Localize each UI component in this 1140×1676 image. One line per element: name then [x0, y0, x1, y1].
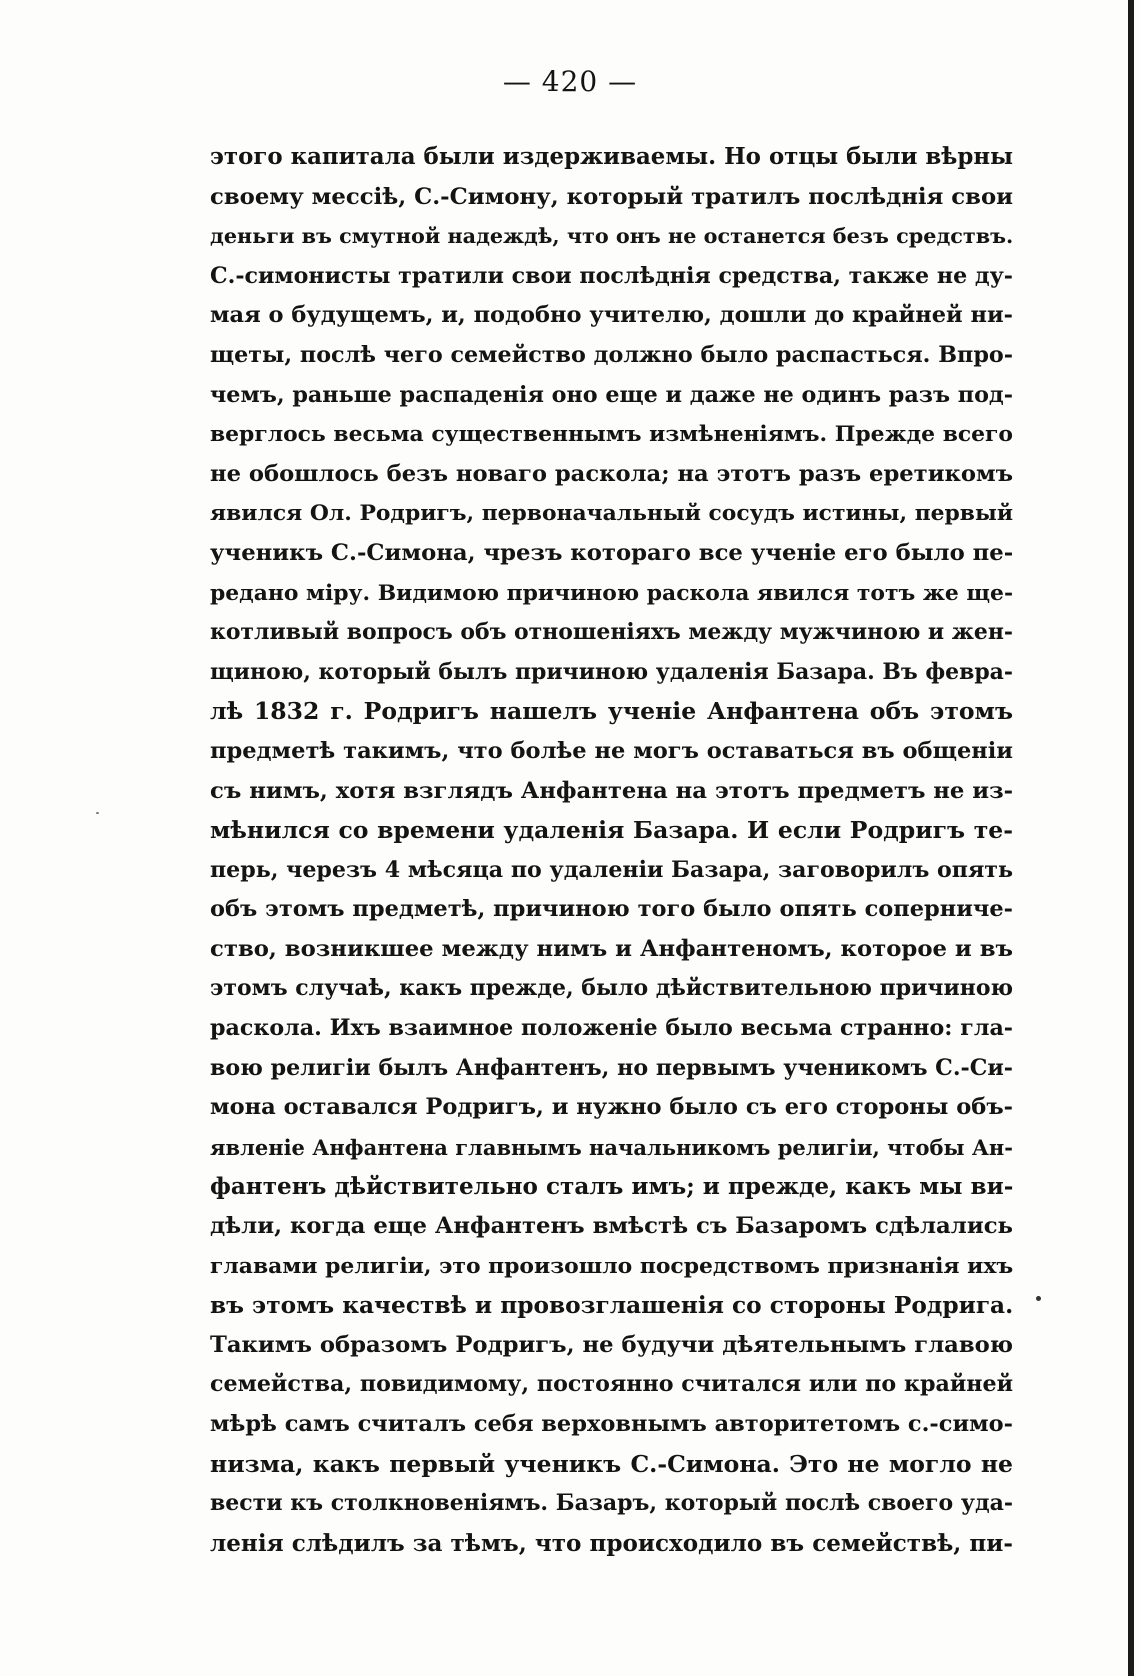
text-line: С.-симонисты тратили свои послѣднія средства, также не ду-	[210, 262, 1013, 289]
text-line: вою религіи былъ Анфантенъ, но первымъ ученикомъ С.-Си-	[210, 1054, 1013, 1081]
text-line: верглось весьма существеннымъ измѣненіямъ. Прежде всего	[210, 421, 1013, 448]
text-line: щеты, послѣ чего семейство должно было распасться. Впро-	[210, 341, 1013, 368]
text-line: лѣ 1832 г. Родригъ нашелъ ученіе Анфантена объ этомъ	[210, 697, 1013, 726]
text-line: мѣрѣ самъ считалъ себя верховнымъ авторитетомъ с.-симо-	[210, 1411, 1013, 1437]
text-line: редано міру. Видимою причиною раскола явился тотъ же ще-	[210, 579, 1013, 606]
text-line: явленіе Анфантена главнымъ начальникомъ религіи, чтобы Ан-	[210, 1134, 1013, 1160]
text-line: этомъ случаѣ, какъ прежде, было дѣйствительною причиною	[210, 975, 1013, 1002]
text-line: чемъ, раньше распаденія оно еще и даже не одинъ разъ под-	[210, 381, 1013, 408]
text-line: мая о будущемъ, и, подобно учителю, дошли до крайней ни-	[210, 302, 1013, 329]
text-line: ство, возникшее между нимъ и Анфантеномъ, которое и въ	[210, 935, 1013, 962]
text-line: вести къ столкновеніямъ. Базаръ, который послѣ своего уда-	[210, 1490, 1013, 1517]
text-line: мѣнился со времени удаленія Базара. И если Родригъ те-	[210, 816, 1013, 845]
text-line: мона оставался Родригъ, и нужно было съ его стороны объ-	[210, 1094, 1013, 1121]
text-line: деньги въ смутной надеждѣ, что онъ не останется безъ средствъ.	[210, 224, 1014, 249]
text-line: съ нимъ, хотя взглядъ Анфантена на этотъ предметъ не из-	[210, 777, 1014, 804]
scan-speck	[96, 812, 99, 814]
page-edge-shadow	[1128, 0, 1134, 1676]
text-line: этого капитала были издерживаемы. Но отцы были вѣрны	[210, 144, 1013, 170]
text-line: раскола. Ихъ взаимное положеніе было весьма странно: гла-	[210, 1015, 1013, 1042]
body-text	[210, 138, 1013, 1563]
text-line: фантенъ дѣйствительно сталъ имъ; и прежде, какъ мы ви-	[210, 1173, 1014, 1201]
text-line: Такимъ образомъ Родригъ, не будучи дѣятельнымъ главою	[210, 1331, 1013, 1358]
text-line: предметѣ такимъ, что болѣе не могъ оставаться въ общеніи	[210, 737, 1013, 764]
text-line: семейства, повидимому, постоянно считался или по крайней	[210, 1371, 1013, 1398]
text-line: объ этомъ предметѣ, причиною того было опять соперниче-	[210, 896, 1013, 923]
text-line: своему мессіѣ, С.-Симону, который тратилъ послѣднія свои	[210, 183, 1013, 210]
text-line: низма, какъ первый ученикъ С.-Симона. Это не могло не	[210, 1449, 1013, 1478]
text-line: щиною, который былъ причиною удаленія Базара. Въ февра-	[210, 658, 1013, 685]
text-line: дѣли, когда еще Анфантенъ вмѣстѣ съ Базаромъ сдѣлались	[210, 1213, 1013, 1240]
page-number: — 420 —	[502, 65, 638, 98]
text-line: главами религіи, это произошло посредствомъ признанія ихъ	[210, 1252, 1014, 1279]
text-line: явился Ол. Родригъ, первоначальный сосудъ истины, первый	[210, 501, 1013, 527]
text-line: перь, черезъ 4 мѣсяца по удаленіи Базара, заговорилъ опять	[210, 856, 1013, 883]
text-line: ученикъ С.-Симона, чрезъ котораго все ученіе его было пе-	[210, 539, 1014, 566]
text-line: въ этомъ качествѣ и провозглашенія со стороны Родрига.	[210, 1292, 1014, 1320]
scan-speck	[1036, 1296, 1041, 1301]
text-line: не обошлось безъ новаго раскола; на этотъ разъ еретикомъ	[210, 460, 1013, 487]
text-line: ленія слѣдилъ за тѣмъ, что происходило въ семействѣ, пи-	[210, 1529, 1013, 1557]
text-line: котливый вопросъ объ отношеніяхъ между мужчиною и жен-	[210, 619, 1013, 646]
